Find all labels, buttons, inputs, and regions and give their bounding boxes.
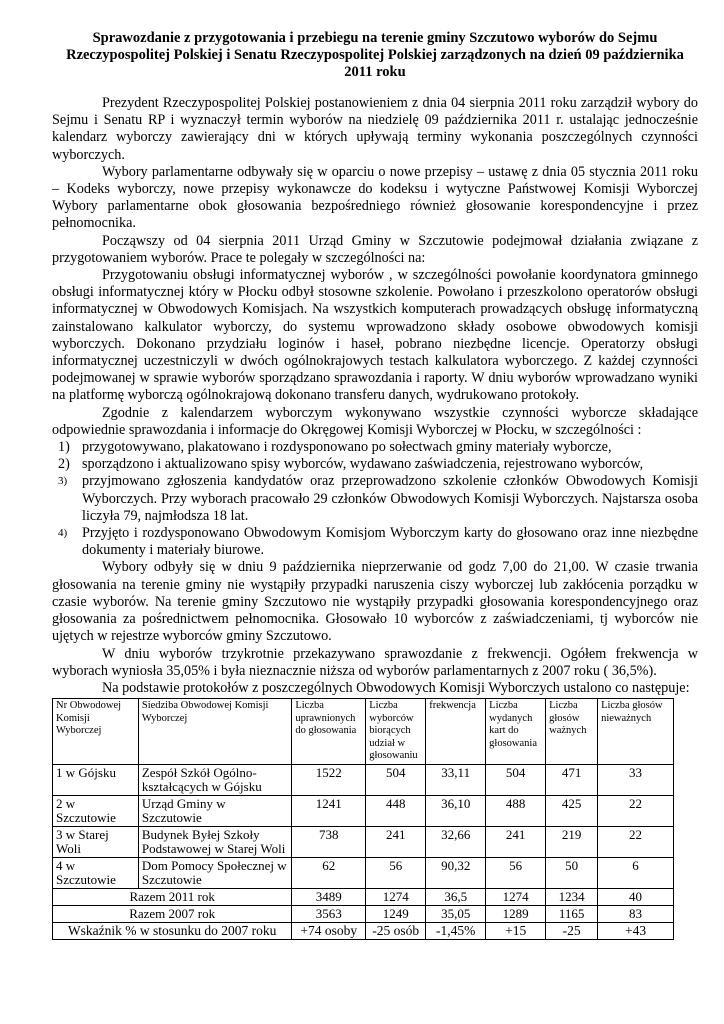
table-cell: 738 (292, 826, 366, 857)
table-cell: 50 (546, 857, 598, 888)
paragraph-results-intro: Na podstawie protokołów z poszczególnych Obwodowych Komisji Wyborczych ustalono co następuje: (102, 679, 690, 696)
summary-label: Razem 2007 rok (53, 905, 292, 922)
table-cell: 241 (486, 826, 546, 857)
table-cell: 488 (486, 795, 546, 826)
table-cell: 83 (598, 905, 674, 922)
table-cell: 1522 (292, 764, 366, 795)
table-cell: 36,5 (426, 888, 486, 905)
table-row (53, 826, 674, 857)
table-cell: Urząd Gminy w Szczutowie (138, 795, 291, 826)
list-item (52, 473, 698, 525)
header-participating-voters: Liczba wyborców biorących udział w głosowaniu (366, 699, 426, 765)
list-item (52, 525, 698, 559)
header-valid-votes: Liczba głosów ważnych (546, 699, 598, 765)
table-cell: 33 (598, 764, 674, 795)
table-cell: 56 (366, 857, 426, 888)
table-cell: 1274 (366, 888, 426, 905)
table-cell: 3 w Starej Woli (53, 826, 139, 857)
header-commission-number: Nr Obwodowej Komisji Wyborczej (53, 699, 139, 765)
list-text: Przyjęto i rozdysponowano Obwodowym Komisjom Wyborczym karty do głosowano oraz inne niezbędne dokumenty i materiały biurowe. (82, 525, 698, 559)
document-page (52, 30, 698, 940)
paragraph-turnout: W dniu wyborów trzykrotnie przekazywano sprawozdanie z frekwencji. Ogółem frekwencja w wyborach wyniosła 35,05% i była nieznacznie niższa od wyborów parlamentarnych z 2007 roku ( 36,5%). (52, 645, 698, 679)
table-cell: 4 w Szczutowie (53, 857, 139, 888)
table-cell: 32,66 (426, 826, 486, 857)
table-cell: Dom Pomocy Społecznej w Szczutowie (138, 857, 291, 888)
header-turnout: frekwencja (426, 699, 486, 765)
table-cell: 3489 (292, 888, 366, 905)
table-cell: 6 (598, 857, 674, 888)
table-cell: 1289 (486, 905, 546, 922)
table-cell: -25 (546, 922, 598, 939)
table-row (53, 764, 674, 795)
table-cell: Zespół Szkół Ogólno-kształcących w Gójsku (138, 764, 291, 795)
summary-label: Razem 2011 rok (53, 888, 292, 905)
table-cell: 22 (598, 826, 674, 857)
table-cell: 2 w Szczutowie (53, 795, 139, 826)
table-cell: 3563 (292, 905, 366, 922)
task-list (52, 439, 698, 559)
results-table (52, 698, 674, 940)
table-cell: -25 osób (366, 922, 426, 939)
table-header-row (53, 699, 674, 765)
table-cell: -1,45% (426, 922, 486, 939)
table-cell: 425 (546, 795, 598, 826)
table-cell: +74 osoby (292, 922, 366, 939)
list-text: sporządzono i aktualizowano spisy wyborców, wydawano zaświadczenia, rejestrowano wyborców, (82, 456, 644, 473)
table-cell: 90,32 (426, 857, 486, 888)
table-cell: 504 (366, 764, 426, 795)
table-cell: 1274 (486, 888, 546, 905)
summary-row-2007 (53, 905, 674, 922)
paragraph-decree: Prezydent Rzeczypospolitej Polskiej postanowieniem z dnia 04 sierpnia 2011 roku zarządził wybory do Sejmu i Senatu RP i wyznaczył termin wyborów na niedzielę 09 października 2011 r. ustalając jednocześnie kalendarz wyborczy zawierający dni w których upływają terminy wykonania poszczególnych czynności wyborczych. (52, 95, 698, 163)
table-row (53, 857, 674, 888)
paragraph-preparations: Począwszy od 04 sierpnia 2011 Urząd Gminy w Szczutowie podejmował działania związane z przygotowaniem wyborów. Prace te polegały w szczególności na: (52, 232, 698, 266)
list-number: 3) (58, 475, 68, 488)
table-cell: 33,11 (426, 764, 486, 795)
summary-row-index (53, 922, 674, 939)
document-title: Sprawozdanie z przygotowania i przebiegu na terenie gminy Szczutowo wyborów do Sejmu Rzeczypospolitej Polskiej i Senatu Rzeczypospolitej Polskiej zarządzonych na dzień 09 października 2011 roku (66, 30, 684, 80)
table-cell: +15 (486, 922, 546, 939)
paragraph-it-support: Przygotowaniu obsługi informatycznej wyborów , w szczególności powołanie koordynatora gminnego obsługi informatycznej który w Płocku odbył stosowne szkolenie. Powołano i przeszkolono operatorów obsługi informatycznej w Obwodowych Komisjach. Na wszystkich komputerach prowadzących obsługę informatyczną zainstalowano kalkulator wyborczy, do systemu wprowadzono składy osobowe obwodowych komisji wyborczych. Dokonano przydziału loginów i haseł, pobrano niezbędne licencje. Operatorzy obsługi informatycznej uczestniczyli w dwóch ogólnokrajowych testach kalkulatora wyborczego. Z każdej czynności podejmowanej w sprawie wyborów sporządzano sprawozdania i raporty. W dniu wyborów wprowadzano wyniki na platformę wyborczą ogólnokrajową dokonano transferu danych, wydrukowano protokoły. (52, 267, 698, 404)
header-eligible-voters: Liczba uprawnionych do głosowania (292, 699, 366, 765)
header-issued-ballots: Liczba wydanych kart do głosowania (486, 699, 546, 765)
table-cell: 22 (598, 795, 674, 826)
header-commission-seat: Siedziba Obwodowej Komisji Wyborczej (138, 699, 291, 765)
list-text: przygotowywano, plakatowano i rozdysponowano po sołectwach gminy materiały wyborcze, (82, 439, 612, 456)
summary-row-2011 (53, 888, 674, 905)
table-cell: 448 (366, 795, 426, 826)
table-cell: +43 (598, 922, 674, 939)
summary-label: Wskaźnik % w stosunku do 2007 roku (53, 922, 292, 939)
paragraph-election-day: Wybory odbyły się w dniu 9 października nieprzerwanie od godz 7,00 do 21,00. W czasie trwania głosowania na terenie gminy nie wystąpiły przypadki naruszenia ciszy wyborczej lub zakłócenia porządku w czasie wyborów. Na terenie gminy Szczutowo nie wystąpiły przypadki głosowania korespondencyjnego oraz głosowania za pośrednictwem pełnomocnika. Głosowało 10 wyborców z zaświadczeniami, tj wyborców nie ujętych w rejestrze wyborców gminy Szczutowo. (52, 559, 698, 645)
table-cell: 1234 (546, 888, 598, 905)
table-cell: 1241 (292, 795, 366, 826)
list-number: 1) (58, 439, 70, 456)
table-cell: 1165 (546, 905, 598, 922)
table-cell: 56 (486, 857, 546, 888)
table-cell: 40 (598, 888, 674, 905)
list-item (52, 439, 698, 456)
table-cell: 1 w Gójsku (53, 764, 139, 795)
table-cell: 504 (486, 764, 546, 795)
list-number: 4) (58, 527, 68, 540)
paragraph-calendar: Zgodnie z kalendarzem wyborczym wykonywano wszystkie czynności wyborcze składające odpowiednie sprawozdania i informacje do Okręgowej Komisji Wyborczej w Płocku, w szczególności : (52, 404, 698, 438)
paragraph-regulations: Wybory parlamentarne odbywały się w oparciu o nowe przepisy – ustawę z dnia 05 stycznia 2011 roku – Kodeks wyborczy, nowe przepisy wykonawcze do kodeksu i wytyczne Państwowej Komisji Wyborczej Wybory parlamentarne obok głosowania bezpośredniego również głosowanie korespondencyjne i przez pełnomocnika. (52, 163, 698, 232)
table-cell: 219 (546, 826, 598, 857)
table-cell: 1249 (366, 905, 426, 922)
list-text: przyjmowano zgłoszenia kandydatów oraz przeprowadzono szkolenie członków Obwodowych Komisji Wyborczych. Przy wyborach pracowało 29 członków Obwodowych Komisji Wyborczych. Najstarsza osoba liczyła 79, najmłodsza 18 lat. (82, 473, 698, 524)
table-cell: 62 (292, 857, 366, 888)
table-cell: 471 (546, 764, 598, 795)
list-number: 2) (58, 456, 70, 473)
table-cell: 36,10 (426, 795, 486, 826)
header-invalid-votes: Liczba głosów nieważnych (598, 699, 674, 765)
table-cell: 35,05 (426, 905, 486, 922)
table-cell: 241 (366, 826, 426, 857)
table-row (53, 795, 674, 826)
table-cell: Budynek Byłej Szkoły Podstawowej w Starej Woli (138, 826, 291, 857)
list-item (52, 456, 698, 473)
